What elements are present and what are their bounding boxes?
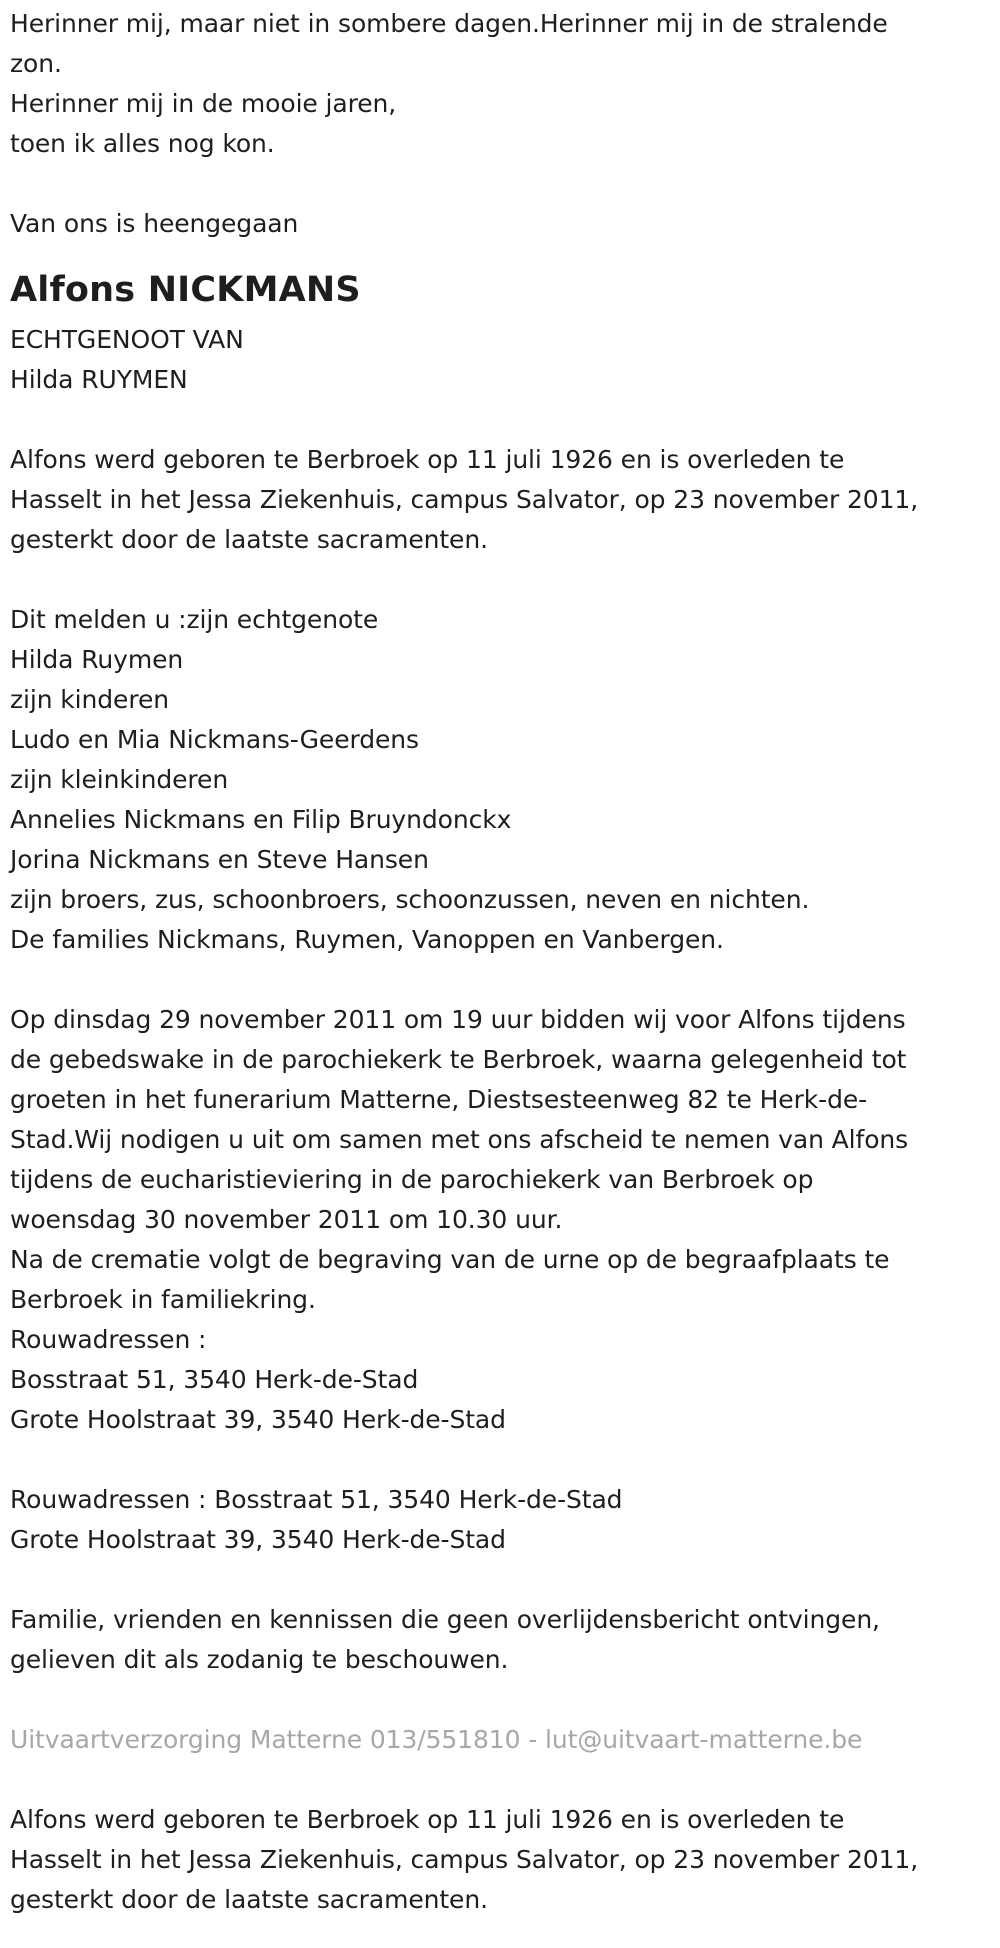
biography-line: gesterkt door de laatste sacramenten. bbox=[10, 1885, 488, 1914]
family-line: Dit melden u :zijn echtgenote bbox=[10, 605, 379, 634]
ceremony-line: de gebedswake in de parochiekerk te Berbroek, waarna gelegenheid tot bbox=[10, 1045, 907, 1074]
poem-line: toen ik alles nog kon. bbox=[10, 129, 275, 158]
poem-line: Herinner mij, maar niet in sombere dagen.Herinner mij in de stralende bbox=[10, 9, 888, 38]
biography-repeat bbox=[10, 1800, 1000, 1920]
notice-line: gelieven dit als zodanig te beschouwen. bbox=[10, 1645, 509, 1674]
biography-line: Hasselt in het Jessa Ziekenhuis, campus Salvator, op 23 november 2011, bbox=[10, 485, 919, 514]
spacer bbox=[10, 1560, 1000, 1600]
biography-line: gesterkt door de laatste sacramenten. bbox=[10, 525, 488, 554]
ceremony-line: Berbroek in familiekring. bbox=[10, 1285, 316, 1314]
poem-line: Herinner mij in de mooie jaren, bbox=[10, 89, 397, 118]
biography-line: Hasselt in het Jessa Ziekenhuis, campus Salvator, op 23 november 2011, bbox=[10, 1845, 919, 1874]
ceremony-line: Grote Hoolstraat 39, 3540 Herk-de-Stad bbox=[10, 1405, 506, 1434]
biography-line: Alfons werd geboren te Berbroek op 11 juli 1926 en is overleden te bbox=[10, 1805, 845, 1834]
address-line: Grote Hoolstraat 39, 3540 Herk-de-Stad bbox=[10, 1525, 506, 1554]
family-line: zijn broers, zus, schoonbroers, schoonzussen, neven en nichten. bbox=[10, 885, 810, 914]
poem-line: zon. bbox=[10, 49, 62, 78]
intro-text: Van ons is heengegaan bbox=[10, 209, 299, 238]
spacer bbox=[10, 164, 1000, 204]
ceremony-line: Rouwadressen : bbox=[10, 1325, 207, 1354]
deceased-name: Alfons NICKMANS bbox=[10, 270, 361, 310]
family-list bbox=[10, 600, 1000, 960]
spacer bbox=[10, 1760, 1000, 1800]
ceremony-line: groeten in het funerarium Matterne, Diestsesteenweg 82 te Herk-de- bbox=[10, 1085, 868, 1114]
family-line: Annelies Nickmans en Filip Bruyndonckx bbox=[10, 805, 512, 834]
ceremony-line: Bosstraat 51, 3540 Herk-de-Stad bbox=[10, 1365, 419, 1394]
ceremony-line: Op dinsdag 29 november 2011 om 19 uur bidden wij voor Alfons tijdens bbox=[10, 1005, 906, 1034]
biography bbox=[10, 440, 1000, 560]
funeral-home-contact: Uitvaartverzorging Matterne 013/551810 - lut@uitvaart-matterne.be bbox=[10, 1725, 863, 1754]
ceremony-line: Na de crematie volgt de begraving van de urne op de begraafplaats te bbox=[10, 1245, 890, 1274]
family-line: zijn kinderen bbox=[10, 685, 169, 714]
spacer bbox=[10, 400, 1000, 440]
poem bbox=[10, 4, 1000, 164]
spouse-name: Hilda RUYMEN bbox=[10, 365, 188, 394]
relation-label: ECHTGENOOT VAN bbox=[10, 325, 244, 354]
notice bbox=[10, 1600, 1000, 1680]
notice-line: Familie, vrienden en kennissen die geen overlijdensbericht ontvingen, bbox=[10, 1605, 880, 1634]
spacer bbox=[10, 1440, 1000, 1480]
family-line: zijn kleinkinderen bbox=[10, 765, 229, 794]
spacer bbox=[10, 960, 1000, 1000]
ceremony-line: Stad.Wij nodigen u uit om samen met ons afscheid te nemen van Alfons bbox=[10, 1125, 909, 1154]
family-line: Jorina Nickmans en Steve Hansen bbox=[10, 845, 429, 874]
ceremony-line: woensdag 30 november 2011 om 10.30 uur. bbox=[10, 1205, 563, 1234]
biography-line: Alfons werd geboren te Berbroek op 11 juli 1926 en is overleden te bbox=[10, 445, 845, 474]
family-line: Ludo en Mia Nickmans-Geerdens bbox=[10, 725, 419, 754]
family-line: De families Nickmans, Ruymen, Vanoppen en Vanbergen. bbox=[10, 925, 724, 954]
ceremony-line: tijdens de eucharistieviering in de parochiekerk van Berbroek op bbox=[10, 1165, 814, 1194]
mourning-addresses bbox=[10, 1480, 1000, 1560]
spacer bbox=[10, 560, 1000, 600]
address-line: Rouwadressen : Bosstraat 51, 3540 Herk-de-Stad bbox=[10, 1485, 623, 1514]
spacer bbox=[10, 1680, 1000, 1720]
family-line: Hilda Ruymen bbox=[10, 645, 184, 674]
ceremony-details bbox=[10, 1000, 1000, 1440]
